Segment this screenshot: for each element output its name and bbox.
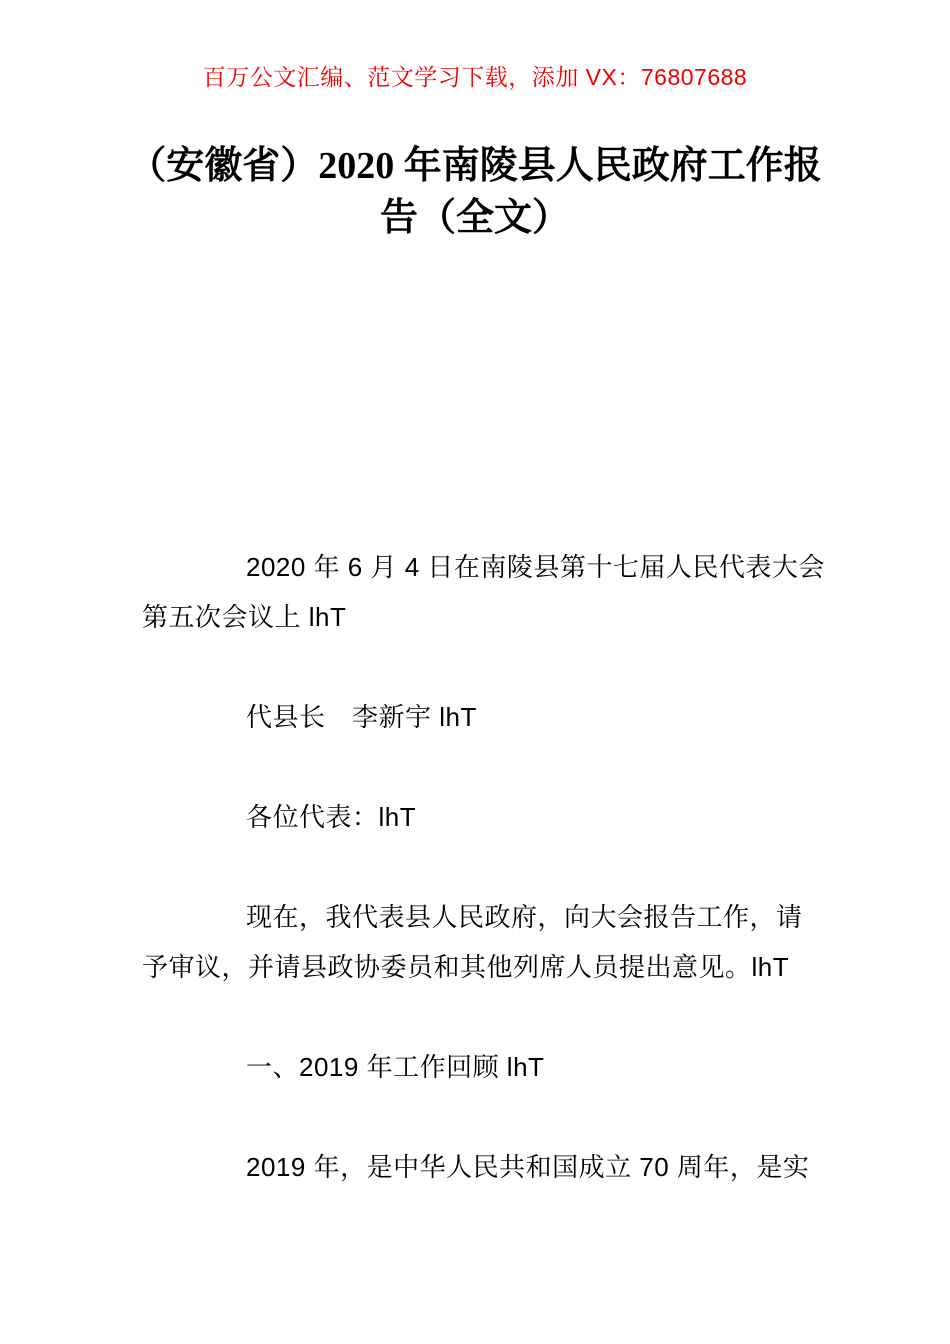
paragraph-line: 第五次会议上 lhT xyxy=(142,602,347,632)
document-title xyxy=(60,140,890,244)
paragraph-line: 现在，我代表县人民政府，向大会报告工作，请 xyxy=(246,902,803,932)
header-notice: 百万公文汇编、范文学习下载，添加 VX：76807688 xyxy=(202,64,748,90)
paragraph-intro xyxy=(142,892,818,992)
paragraph-line: 一、2019 年工作回顾 lhT xyxy=(246,1052,545,1082)
paragraph-line: 予审议，并请县政协委员和其他列席人员提出意见。lhT xyxy=(142,952,790,982)
paragraph-speaker xyxy=(142,692,818,742)
paragraph-line: 2019 年，是中华人民共和国成立 70 周年，是实 xyxy=(246,1152,810,1182)
paragraph-line: 各位代表：lhT xyxy=(246,802,417,832)
paragraph-line: 代县长 李新宇 lhT xyxy=(246,702,477,732)
paragraph-line: 2020 年 6 月 4 日在南陵县第十七届人民代表大会 xyxy=(246,552,825,582)
paragraph-meeting-info xyxy=(142,542,825,642)
paragraph-salutation xyxy=(142,792,818,842)
document-body xyxy=(142,542,825,1242)
paragraph-section-heading xyxy=(142,1042,818,1092)
title-line-2: 告（全文） xyxy=(379,197,570,239)
title-line-1: （安徽省）2020 年南陵县人民政府工作报 xyxy=(128,145,822,187)
paragraph-review-opening xyxy=(142,1142,818,1192)
